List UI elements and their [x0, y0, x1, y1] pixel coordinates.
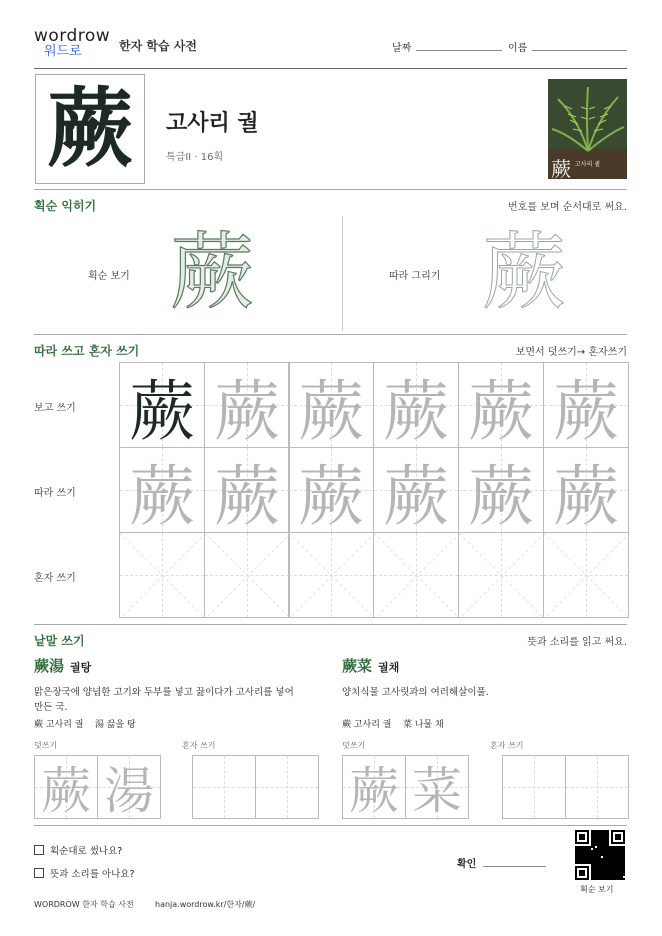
practice-glyph: 蕨 [129, 372, 195, 448]
practice-glyph: 蕨 [468, 457, 534, 533]
divider [34, 68, 627, 69]
stroke-section-instruction: 번호를 보며 순서대로 써요. [508, 202, 627, 213]
qr-code-icon[interactable] [575, 830, 625, 880]
practice-glyph: 蕨 [41, 762, 91, 819]
row-label-view: 보고 쓰기 [34, 403, 76, 414]
writing-cell[interactable] [204, 362, 290, 448]
practice-glyph: 湯 [104, 762, 154, 819]
writing-cell[interactable] [373, 532, 459, 618]
hero-character: 蕨 [47, 78, 133, 179]
practice-glyph: 蕨 [383, 372, 449, 448]
practice-section-title: 따라 쓰고 혼자 쓰기 [34, 344, 140, 358]
checklist-label: 획순대로 썼나요? [50, 846, 123, 857]
word-solo-label: 혼자 쓰기 [490, 741, 524, 750]
writing-cell[interactable] [543, 447, 629, 533]
stroke-order-character[interactable]: 蕨 [169, 223, 254, 321]
word-definition: 양치식물 고사릿과의 여러해살이풀. [342, 687, 489, 698]
checklist-label: 뜻과 소리를 아나요? [50, 869, 135, 880]
divider [34, 189, 627, 190]
stroke-section-title: 획순 익히기 [34, 199, 97, 213]
writing-cell[interactable] [373, 362, 459, 448]
writing-cell[interactable] [204, 447, 290, 533]
writing-cell[interactable] [34, 755, 98, 819]
app-title: 한자 학습 사전 [119, 39, 197, 53]
words-section-title: 낱말 쓰기 [34, 634, 85, 648]
word-gloss: 蕨 고사리 궐 菜 나물 채 [342, 720, 444, 730]
writing-cell[interactable] [119, 532, 205, 618]
practice-glyph: 蕨 [349, 762, 399, 819]
practice-section-instruction: 보면서 덧쓰기→ 혼자쓰기 [515, 347, 627, 358]
photo-caption-char: 蕨 [551, 157, 571, 179]
writing-cell[interactable] [97, 755, 161, 819]
section-split-divider [342, 216, 343, 331]
name-label: 이름 [508, 43, 528, 54]
writing-cell[interactable] [458, 447, 544, 533]
writing-cell[interactable] [204, 532, 290, 618]
practice-glyph: 蕨 [129, 457, 195, 533]
word-reading: 궐채 [378, 661, 400, 674]
checklist-item[interactable] [34, 866, 135, 880]
practice-glyph: 蕨 [298, 457, 364, 533]
divider [34, 825, 627, 826]
word-card [342, 655, 627, 730]
date-label: 날짜 [392, 43, 412, 54]
writing-cell[interactable] [373, 447, 459, 533]
practice-glyph: 蕨 [298, 372, 364, 448]
word-solo-label: 혼자 쓰기 [182, 741, 216, 750]
practice-glyph: 蕨 [553, 372, 619, 448]
writing-cell[interactable] [288, 362, 374, 448]
word-reading: 궐탕 [70, 661, 92, 674]
checkbox[interactable] [34, 845, 44, 855]
practice-glyph: 蕨 [553, 457, 619, 533]
level-strokes: 특급II · 16획 [166, 152, 224, 163]
practice-glyph: 蕨 [383, 457, 449, 533]
logo-wordmark: wordrow [34, 26, 111, 46]
confirm-field[interactable] [483, 866, 546, 867]
hero-character-box [35, 74, 145, 184]
divider [34, 334, 627, 335]
writing-cell[interactable] [192, 755, 256, 819]
writing-cell[interactable] [288, 532, 374, 618]
row-label-solo: 혼자 쓰기 [34, 573, 76, 584]
writing-cell[interactable] [119, 447, 205, 533]
writing-cell[interactable] [543, 532, 629, 618]
word-card [34, 655, 314, 730]
trace-character[interactable]: 蕨 [481, 223, 566, 321]
logo-korean: 워드로 [44, 44, 82, 59]
word-trace-label: 덧쓰기 [342, 741, 366, 750]
word-hanja: 蕨湯 [34, 657, 65, 675]
practice-glyph: 蕨 [214, 457, 280, 533]
trace-label: 따라 그리기 [389, 271, 441, 282]
name-field[interactable] [532, 50, 627, 51]
word-definition: 맑은장국에 양념한 고기와 두부를 넣고 끓이다가 고사리를 넣어 만든 국. [34, 687, 294, 713]
confirm-label: 확인 [457, 859, 477, 870]
photo-caption-text: 고사리 궐 [575, 161, 601, 168]
writing-cell[interactable] [405, 755, 469, 819]
date-field[interactable] [416, 50, 502, 51]
practice-glyph: 蕨 [214, 372, 280, 448]
footer-url[interactable]: hanja.wordrow.kr/한자/蕨/ [155, 900, 256, 909]
writing-cell[interactable] [255, 755, 319, 819]
checklist-item[interactable] [34, 843, 122, 857]
word-hanja: 蕨菜 [342, 657, 373, 675]
writing-cell[interactable] [458, 362, 544, 448]
fern-photo [548, 79, 627, 179]
writing-cell[interactable] [543, 362, 629, 448]
writing-cell[interactable] [342, 755, 406, 819]
writing-cell[interactable] [502, 755, 566, 819]
writing-cell[interactable] [458, 532, 544, 618]
stroke-view-label: 획순 보기 [88, 271, 130, 282]
checkbox[interactable] [34, 868, 44, 878]
words-section-instruction: 뜻과 소리를 읽고 써요. [527, 637, 627, 648]
footer-brand: WORDROW 한자 학습 사전 [34, 900, 134, 909]
writing-cell[interactable] [288, 447, 374, 533]
qr-caption: 획순 보기 [580, 885, 614, 894]
writing-cell[interactable] [565, 755, 629, 819]
logo [34, 28, 114, 64]
practice-glyph: 蕨 [468, 372, 534, 448]
word-gloss: 蕨 고사리 궐 湯 끓을 탕 [34, 720, 136, 730]
row-label-trace: 따라 쓰기 [34, 488, 76, 499]
divider [34, 624, 627, 625]
word-trace-label: 덧쓰기 [34, 741, 58, 750]
practice-glyph: 菜 [412, 762, 462, 819]
writing-cell[interactable] [119, 362, 205, 448]
meaning-reading: 고사리 궐 [166, 111, 259, 136]
